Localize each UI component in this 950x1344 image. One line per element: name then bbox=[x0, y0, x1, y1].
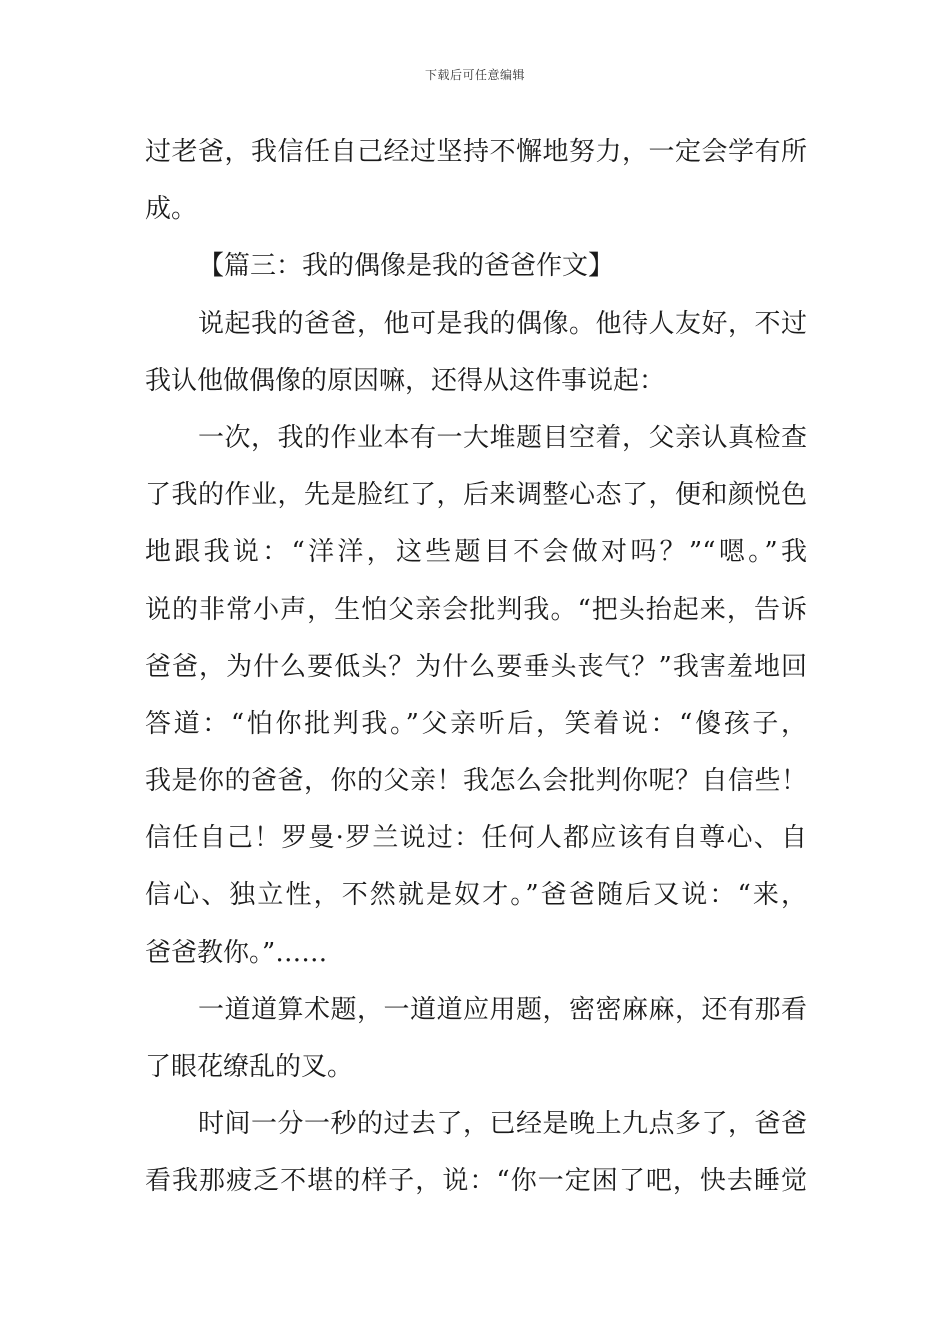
text-line: 看我那疲乏不堪的样子，说：“你一定困了吧，快去睡觉 bbox=[145, 1166, 807, 1197]
text-line: 说的非常小声，生怕父亲会批判我。“把头抬起来，告诉 bbox=[145, 594, 807, 625]
text-line: 了眼花缭乱的叉。 bbox=[145, 1052, 354, 1082]
text-line: 过老爸，我信任自己经过坚持不懈地努力，一定会学有所 bbox=[145, 137, 807, 167]
text-line: 成。 bbox=[145, 194, 198, 225]
document-body bbox=[145, 124, 807, 1211]
text-line: 答道：“怕你批判我。”父亲听后，笑着说：“傻孩子， bbox=[145, 708, 807, 739]
text-line: 一道道算术题，一道道应用题，密密麻麻，还有那看 bbox=[198, 994, 807, 1025]
text-line: 一次，我的作业本有一大堆题目空着，父亲认真检查 bbox=[198, 422, 807, 453]
text-line: 我是你的爸爸，你的父亲！我怎么会批判你呢？自信些！ bbox=[145, 766, 807, 797]
page-header-note: 下载后可任意编辑 bbox=[424, 68, 525, 82]
text-line: 爸爸教你。”…… bbox=[145, 937, 328, 968]
text-line: 信任自己！罗曼·罗兰说过：任何人都应该有自尊心、自 bbox=[145, 823, 807, 854]
text-line: 爸爸，为什么要低头？为什么要垂头丧气？”我害羞地回 bbox=[145, 651, 807, 682]
text-line: 时间一分一秒的过去了，已经是晚上九点多了，爸爸 bbox=[198, 1109, 807, 1140]
text-line: 我认他做偶像的原因嘛，还得从这件事说起： bbox=[145, 365, 666, 396]
text-line: 了我的作业，先是脸红了，后来调整心态了，便和颜悦色 bbox=[145, 480, 807, 511]
text-line: 信心、独立性，不然就是奴才。”爸爸随后又说：“来， bbox=[145, 880, 807, 911]
text-line: 地跟我说：“洋洋，这些题目不会做对吗？”“嗯。”我 bbox=[145, 537, 807, 568]
text-line: 说起我的爸爸，他可是我的偶像。他待人友好，不过 bbox=[198, 308, 807, 339]
section-heading: 【篇三：我的偶像是我的爸爸作文】 bbox=[198, 251, 615, 282]
